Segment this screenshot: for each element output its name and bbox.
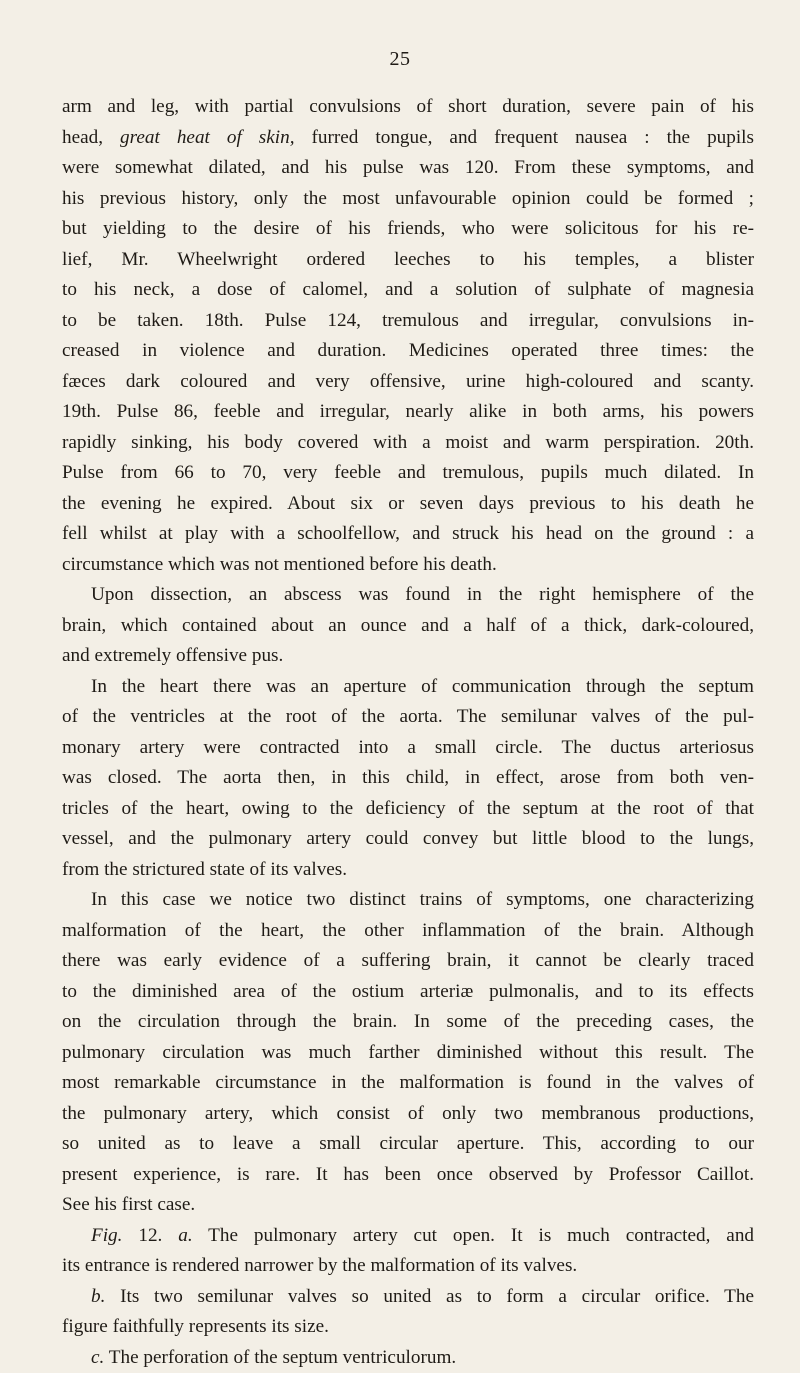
text-line [62,1190,754,1221]
text-segment: See his first case. [62,1194,195,1215]
text-segment: rapidly sinking, his body covered with a moist and warm perspiration. 20th. [62,432,754,453]
text-segment: tricles of the heart, owing to the deficiency of the septum at the root of that [62,798,754,819]
text-segment: arm and leg, with partial convulsions of short duration, severe pain of his [62,96,754,117]
text-line [62,367,754,398]
text-line [62,92,754,123]
text-segment: circumstance which was not mentioned before his death. [62,554,497,575]
text-line [62,824,754,855]
text-segment: to his neck, a dose of calomel, and a solution of sulphate of magnesia [62,279,754,300]
text-segment: its entrance is rendered narrower by the malformation of its valves. [62,1255,577,1276]
text-line [62,458,754,489]
text-line [62,489,754,520]
text-segment: In the heart there was an aperture of communication through the septum [91,676,754,697]
text-segment: were somewhat dilated, and his pulse was 120. From these symptoms, and [62,157,754,178]
text-line [62,306,754,337]
text-segment: so united as to leave a small circular aperture. This, according to our [62,1133,754,1154]
text-line [62,855,754,886]
text-segment: lief, Mr. Wheelwright ordered leeches to his temples, a blister [62,249,754,270]
text-segment: 12. [122,1225,178,1246]
text-line [62,946,754,977]
text-segment: 19th. Pulse 86, feeble and irregular, nearly alike in both arms, his powers [62,401,754,422]
text-line [62,123,754,154]
text-segment: and extremely offensive pus. [62,645,283,666]
text-line [62,1343,754,1373]
text-line [62,672,754,703]
text-segment: from the strictured state of its valves. [62,859,347,880]
text-line [62,1007,754,1038]
text-segment: fæces dark coloured and very offensive, urine high-coloured and scanty. [62,371,754,392]
text-line [62,1129,754,1160]
text-line [62,1160,754,1191]
text-segment: head, [62,127,120,148]
text-line [62,763,754,794]
italic-text: Fig. [91,1225,122,1246]
italic-text: c. [91,1347,104,1368]
text-segment: most remarkable circumstance in the malformation is found in the valves of [62,1072,754,1093]
text-segment: The perforation of the septum ventriculorum. [104,1347,456,1368]
text-segment: Pulse from 66 to 70, very feeble and tremulous, pupils much dilated. In [62,462,754,483]
text-line [62,1099,754,1130]
text-line [62,1221,754,1252]
text-segment: there was early evidence of a suffering brain, it cannot be clearly traced [62,950,754,971]
text-segment: vessel, and the pulmonary artery could convey but little blood to the lungs, [62,828,754,849]
text-segment: fell whilst at play with a schoolfellow, and struck his head on the ground : a [62,523,754,544]
text-segment: to the diminished area of the ostium arteriæ pulmonalis, and to its effects [62,981,754,1002]
text-segment: figure faithfully represents its size. [62,1316,329,1337]
text-line [62,336,754,367]
text-segment: pulmonary circulation was much farther diminished without this result. The [62,1042,754,1063]
text-segment: The pulmonary artery cut open. It is much contracted, and [193,1225,754,1246]
text-line [62,580,754,611]
text-segment: to be taken. 18th. Pulse 124, tremulous and irregular, convulsions in- [62,310,754,331]
text-line [62,184,754,215]
text-line [62,916,754,947]
text-segment: monary artery were contracted into a small circle. The ductus arteriosus [62,737,754,758]
text-segment: on the circulation through the brain. In some of the preceding cases, the [62,1011,754,1032]
text-line [62,702,754,733]
text-segment: Its two semilunar valves so united as to form a circular orifice. The [105,1286,754,1307]
text-segment: present experience, is rare. It has been once observed by Professor Caillot. [62,1164,754,1185]
text-segment: brain, which contained about an ounce and a half of a thick, dark-coloured, [62,615,754,636]
text-segment: malformation of the heart, the other inflammation of the brain. Although [62,920,754,941]
text-segment: was closed. The aorta then, in this child, in effect, arose from both ven- [62,767,754,788]
text-line [62,153,754,184]
text-segment: of the ventricles at the root of the aorta. The semilunar valves of the pul- [62,706,754,727]
text-line [62,245,754,276]
text-segment: In this case we notice two distinct trains of symptoms, one characterizing [91,889,754,910]
text-segment: but yielding to the desire of his friends, who were solicitous for his re- [62,218,754,239]
text-line [62,275,754,306]
text-line [62,1038,754,1069]
text-line [62,550,754,581]
text-line [62,428,754,459]
text-segment: his previous history, only the most unfavourable opinion could be formed ; [62,188,754,209]
body-text [62,92,754,1373]
text-line [62,1312,754,1343]
text-segment: furred tongue, and frequent nausea : the pupils [295,127,754,148]
text-line [62,641,754,672]
text-line [62,214,754,245]
italic-text: great heat of skin, [120,127,294,148]
page-number: 25 [0,48,800,71]
italic-text: b. [91,1286,105,1307]
text-line [62,397,754,428]
text-segment: creased in violence and duration. Medicines operated three times: the [62,340,754,361]
text-segment: the evening he expired. About six or seven days previous to his death he [62,493,754,514]
text-line [62,733,754,764]
text-segment: the pulmonary artery, which consist of only two membranous productions, [62,1103,754,1124]
text-line [62,519,754,550]
text-segment: Upon dissection, an abscess was found in the right hemisphere of the [91,584,754,605]
text-line [62,1251,754,1282]
text-line [62,794,754,825]
text-line [62,1282,754,1313]
text-line [62,1068,754,1099]
text-line [62,885,754,916]
text-line [62,977,754,1008]
text-line [62,611,754,642]
italic-text: a. [178,1225,192,1246]
